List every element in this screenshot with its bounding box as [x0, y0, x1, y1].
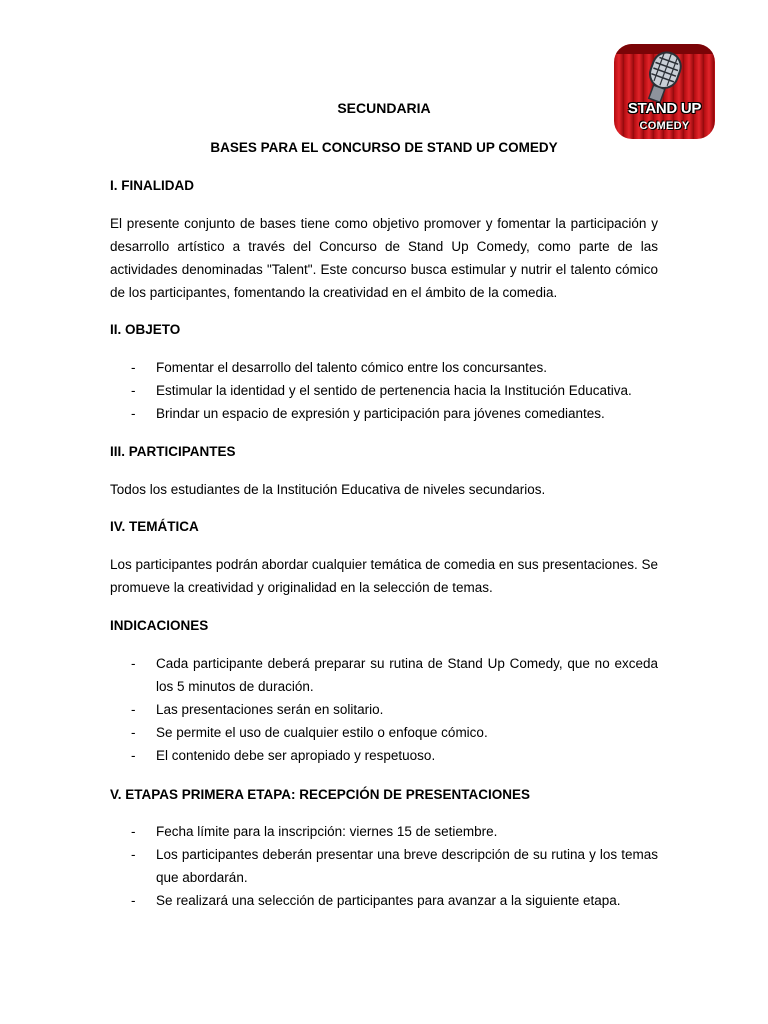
list-objeto: [110, 356, 658, 425]
list-indicaciones: [110, 652, 658, 767]
list-item: [110, 843, 658, 889]
heading-etapas: V. ETAPAS PRIMERA ETAPA: RECEPCIÓN DE PRESENTACIONES: [110, 787, 531, 802]
list-item: [110, 820, 658, 843]
bullet-dash: -: [131, 847, 136, 862]
bullet-dash: -: [131, 748, 136, 763]
list-item: [110, 356, 658, 379]
heading-participantes: III. PARTICIPANTES: [110, 444, 236, 459]
paragraph-finalidad: El presente conjunto de bases tiene como objetivo promover y fomentar la participación y desarrollo artístico a través del Concurso de Stand Up Comedy, como parte de las actividades denominadas "Talent". Este concurso busca estimular y nutrir el talento cómico de los participantes, fomentando la creatividad en el ámbito de la comedia.: [110, 216, 658, 300]
list-etapas: [110, 820, 658, 912]
heading-tematica: IV. TEMÁTICA: [110, 519, 199, 534]
list-item-text: Fecha límite para la inscripción: viernes 15 de setiembre.: [156, 824, 498, 839]
list-item: [110, 889, 658, 912]
list-item-text: Brindar un espacio de expresión y participación para jóvenes comediantes.: [156, 406, 605, 421]
heading-objeto: II. OBJETO: [110, 322, 181, 337]
bullet-dash: -: [131, 702, 136, 717]
stand-up-comedy-logo: [614, 44, 715, 139]
list-item-text: Se permite el uso de cualquier estilo o enfoque cómico.: [156, 725, 488, 740]
list-item: [110, 744, 658, 767]
bullet-dash: -: [131, 383, 136, 398]
list-item: [110, 698, 658, 721]
document-subtitle: BASES PARA EL CONCURSO DE STAND UP COMEDY: [210, 140, 558, 155]
bullet-dash: -: [131, 656, 136, 671]
heading-finalidad: I. FINALIDAD: [110, 178, 194, 193]
paragraph-tematica: Los participantes podrán abordar cualquier temática de comedia en sus presentaciones. Se promueve la creatividad y originalidad en la selección de temas.: [110, 557, 658, 595]
list-item: [110, 402, 658, 425]
bullet-dash: -: [131, 824, 136, 839]
logo-text-stand-up: STAND UP: [627, 100, 702, 117]
list-item-text: Los participantes deberán presentar una breve descripción de su rutina y los temas que abordarán.: [156, 847, 658, 885]
bullet-dash: -: [131, 725, 136, 740]
list-item: [110, 379, 658, 402]
list-item: [110, 721, 658, 744]
document-title: SECUNDARIA: [337, 100, 431, 116]
bullet-dash: -: [131, 406, 136, 421]
list-item-text: Fomentar el desarrollo del talento cómico entre los concursantes.: [156, 360, 547, 375]
paragraph-participantes: Todos los estudiantes de la Institución Educativa de niveles secundarios.: [110, 482, 546, 497]
bullet-dash: -: [131, 893, 136, 908]
logo-text-comedy: COMEDY: [639, 120, 690, 132]
heading-indicaciones: INDICACIONES: [110, 618, 209, 633]
list-item-text: Las presentaciones serán en solitario.: [156, 702, 384, 717]
list-item-text: Se realizará una selección de participantes para avanzar a la siguiente etapa.: [156, 893, 621, 908]
list-item-text: Estimular la identidad y el sentido de pertenencia hacia la Institución Educativa.: [156, 383, 632, 398]
bullet-dash: -: [131, 360, 136, 375]
list-item: [110, 652, 658, 698]
list-item-text: Cada participante deberá preparar su rutina de Stand Up Comedy, que no exceda los 5 minutos de duración.: [156, 656, 658, 694]
list-item-text: El contenido debe ser apropiado y respetuoso.: [156, 748, 436, 763]
